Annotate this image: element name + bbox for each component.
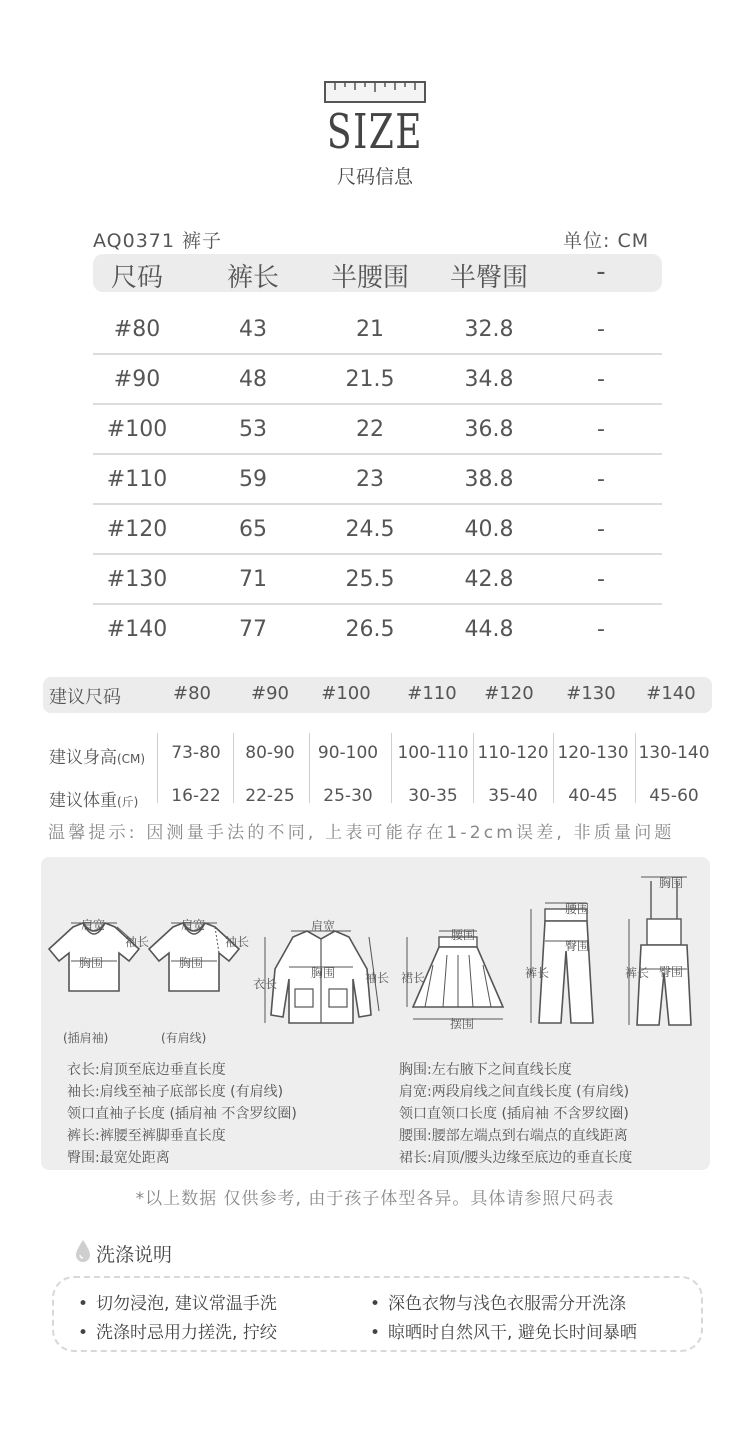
size-title: SIZE xyxy=(326,104,424,160)
table-cell: - xyxy=(597,567,605,592)
figure-label: 裤长 xyxy=(625,966,650,980)
table-cell: - xyxy=(597,367,605,392)
table-cell: 59 xyxy=(239,467,267,492)
table-cell: 80-90 xyxy=(245,743,295,763)
table-row xyxy=(93,355,662,405)
figure-label: 裤长 xyxy=(525,966,550,980)
figure-label: 胸围 xyxy=(659,876,684,890)
column-divider xyxy=(233,733,234,803)
suggest-table-header xyxy=(43,677,712,713)
table-cell: 100-110 xyxy=(397,743,469,763)
column-divider xyxy=(309,733,310,803)
column-header: - xyxy=(596,257,606,287)
figure-label: 肩宽 xyxy=(181,918,206,932)
table-cell: - xyxy=(597,317,605,342)
table-cell: 90-100 xyxy=(317,743,379,763)
table-cell: 48 xyxy=(239,367,267,392)
measure-panel xyxy=(41,857,710,1170)
weight-label: 建议体重(斤) xyxy=(49,791,139,811)
table-cell: 34.8 xyxy=(464,367,514,392)
column-header: #80 xyxy=(173,683,211,704)
figure-label: 肩宽 xyxy=(81,918,106,932)
table-cell: #90 xyxy=(113,367,161,392)
table-row xyxy=(93,455,662,505)
weight-row xyxy=(43,776,712,820)
wash-item: • 切勿浸泡, 建议常温手洗 xyxy=(78,1289,277,1314)
measure-desc-right: 胸围:左右腋下之间直线长度 肩宽:两段肩线之间直线长度 (有肩线) 领口直领口长度 (插肩袖 不含罗纹圈) 腰围:腰部左端点到右端点的直线距离 裙长:肩顶/腰头边缘至底边的垂直长度 xyxy=(399,1062,633,1166)
wash-title: 洗涤说明 xyxy=(96,1244,173,1266)
table-cell: 22 xyxy=(356,417,384,442)
table-cell: 73-80 xyxy=(171,743,221,763)
table-cell: - xyxy=(597,517,605,542)
reference-note: *以上数据 仅供参考, 由于孩子体型各异。具体请参照尺码表 xyxy=(135,1189,615,1209)
unit-label: 单位: CM xyxy=(563,230,650,252)
figure-label: 摆围 xyxy=(450,1017,475,1031)
column-header: 尺码 xyxy=(110,263,163,293)
wash-box xyxy=(52,1276,703,1352)
table-cell: 45-60 xyxy=(649,786,699,806)
table-cell: 71 xyxy=(239,567,267,592)
table-cell: 110-120 xyxy=(477,743,549,763)
figure-label: 裙长 xyxy=(401,971,426,985)
measure-desc-left: 衣长:肩顶至底边垂直长度 袖长:肩线至袖子底部长度 (有肩线) 领口直袖子长度 (插肩袖 不含罗纹圈) 裤长:裤腰至裤脚垂直长度 臀围:最宽处距离 xyxy=(67,1062,297,1166)
table-cell: 40-45 xyxy=(568,786,618,806)
table-cell: 26.5 xyxy=(345,617,395,642)
wash-item: • 洗涤时忌用力搓洗, 拧绞 xyxy=(78,1318,277,1343)
table-cell: 77 xyxy=(239,617,267,642)
column-divider xyxy=(553,733,554,803)
table-cell: 130-140 xyxy=(638,743,710,763)
wash-item: • 晾晒时自然风干, 避免长时间暴晒 xyxy=(370,1318,637,1343)
figure-label: 胸围 xyxy=(79,956,104,970)
table-cell: 53 xyxy=(239,417,267,442)
table-cell: - xyxy=(597,467,605,492)
column-divider xyxy=(635,733,636,803)
table-cell: 24.5 xyxy=(345,517,395,542)
column-divider xyxy=(391,733,392,803)
column-divider xyxy=(473,733,474,803)
column-header: 裤长 xyxy=(226,263,279,293)
table-row xyxy=(93,605,662,655)
table-cell: - xyxy=(597,617,605,642)
suggest-header-label: 建议尺码 xyxy=(49,687,121,708)
tip-note: 温馨提示: 因测量手法的不同, 上表可能存在1-2cm误差, 非质量问题 xyxy=(48,823,675,843)
column-divider xyxy=(157,733,158,803)
column-header: 半臀围 xyxy=(449,263,528,293)
table-cell: 25-30 xyxy=(323,786,373,806)
height-label: 建议身高(CM) xyxy=(49,748,146,768)
table-cell: #80 xyxy=(113,317,161,342)
size-table-header xyxy=(93,254,662,292)
table-cell: #100 xyxy=(106,417,168,442)
table-cell: 32.8 xyxy=(464,317,514,342)
table-cell: - xyxy=(597,417,605,442)
table-cell: 21.5 xyxy=(345,367,395,392)
column-header: 半腰围 xyxy=(330,263,409,293)
height-row xyxy=(43,733,712,777)
figure-label: 衣长 xyxy=(253,977,278,991)
figure-label: 袖长 xyxy=(125,935,150,949)
table-cell: 43 xyxy=(239,317,267,342)
column-header: #130 xyxy=(566,683,616,704)
table-cell: 65 xyxy=(239,517,267,542)
table-cell: 42.8 xyxy=(464,567,514,592)
wash-item: • 深色衣物与浅色衣服需分开洗涤 xyxy=(370,1289,626,1314)
table-cell: 44.8 xyxy=(464,617,514,642)
water-drop-icon xyxy=(74,1239,92,1263)
table-cell: 25.5 xyxy=(345,567,395,592)
size-subtitle: 尺码信息 xyxy=(336,166,413,188)
table-cell: 120-130 xyxy=(557,743,629,763)
table-cell: #120 xyxy=(106,517,168,542)
table-row xyxy=(93,505,662,555)
table-cell: #130 xyxy=(106,567,168,592)
figure-caption: (插肩袖) xyxy=(63,1031,109,1045)
ruler-icon xyxy=(323,78,427,104)
table-cell: 16-22 xyxy=(171,786,221,806)
figure-label: 肩宽 xyxy=(311,919,336,933)
figure-label: 腰围 xyxy=(451,928,476,942)
column-header: #90 xyxy=(251,683,289,704)
table-row xyxy=(93,305,662,355)
table-cell: #110 xyxy=(106,467,168,492)
column-header: #120 xyxy=(484,683,534,704)
table-cell: #140 xyxy=(106,617,168,642)
table-row xyxy=(93,405,662,455)
table-cell: 21 xyxy=(356,317,384,342)
table-cell: 23 xyxy=(356,467,384,492)
figure-label: 腰围 xyxy=(565,902,590,916)
table-cell: 40.8 xyxy=(464,517,514,542)
column-header: #110 xyxy=(407,683,457,704)
figure-label: 胸围 xyxy=(179,956,204,970)
table-cell: 36.8 xyxy=(464,417,514,442)
table-cell: 35-40 xyxy=(488,786,538,806)
figure-label: 臀围 xyxy=(565,939,590,953)
figure-label: 胸围 xyxy=(311,966,336,980)
table-cell: 22-25 xyxy=(245,786,295,806)
table-cell: 30-35 xyxy=(408,786,458,806)
figure-caption: (有肩线) xyxy=(161,1031,207,1045)
column-header: #100 xyxy=(321,683,371,704)
figure-label: 袖长 xyxy=(365,971,390,985)
product-code: AQ0371 裤子 xyxy=(93,230,223,252)
table-cell: 38.8 xyxy=(464,467,514,492)
column-header: #140 xyxy=(646,683,696,704)
figure-label: 袖长 xyxy=(225,935,250,949)
table-row xyxy=(93,555,662,605)
overalls-figure xyxy=(621,873,707,1029)
figure-label: 臀围 xyxy=(659,965,684,979)
